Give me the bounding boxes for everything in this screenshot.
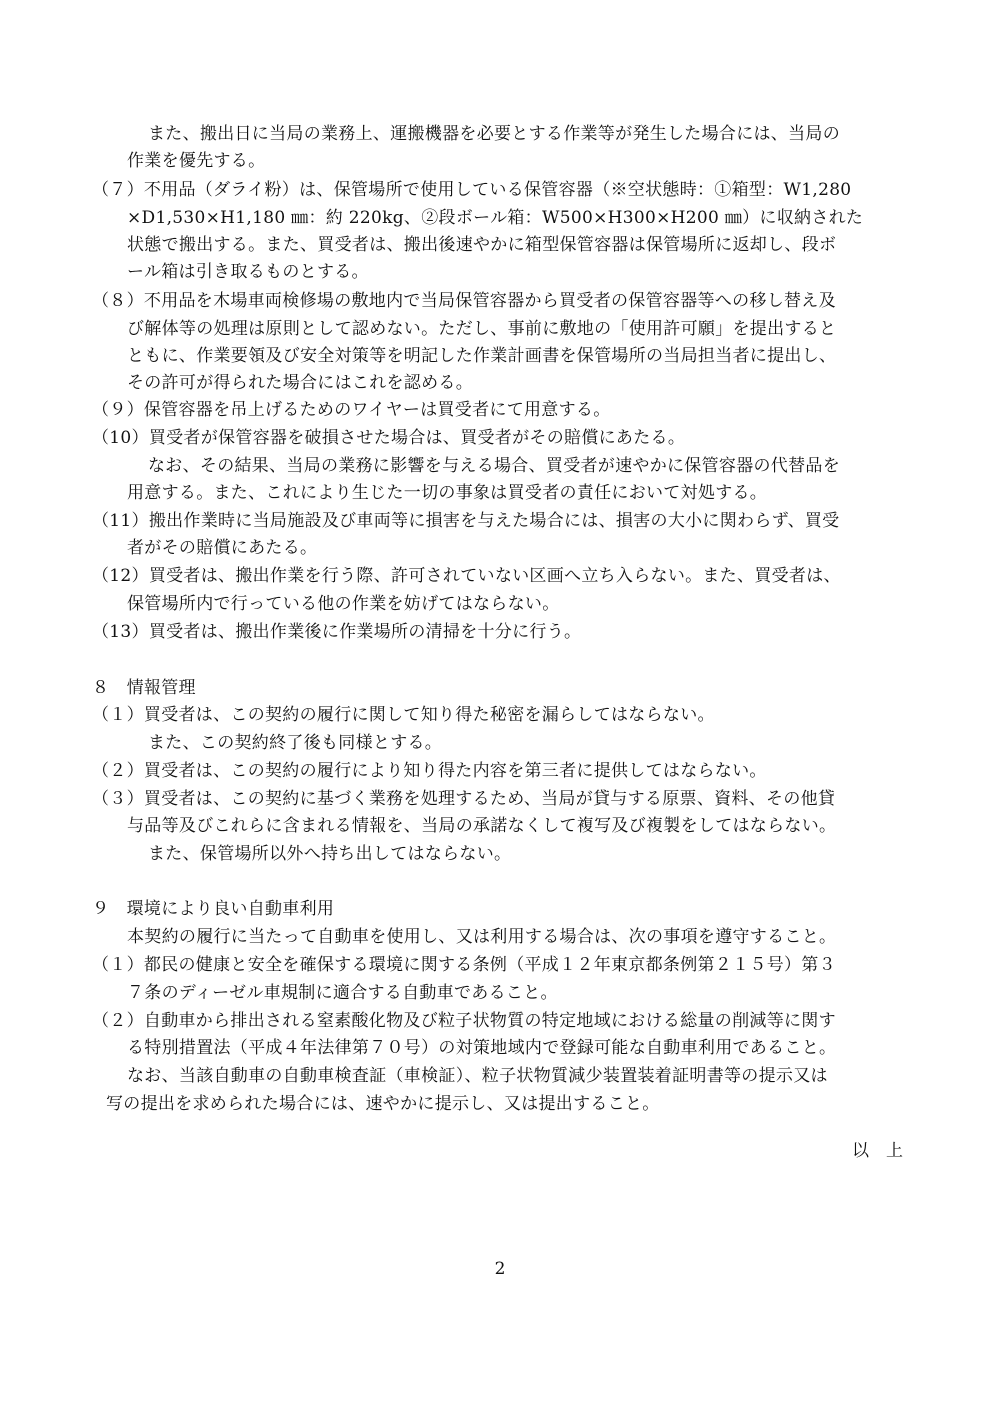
text-line: 者がその賠償にあたる。 (127, 538, 318, 558)
text-line: び解体等の処理は原則として認めない。ただし、事前に敷地の「使用許可願」を提出すると (127, 319, 837, 339)
text-line: （８）不用品を木場車両検修場の敷地内で当局保管容器から買受者の保管容器等への移し替え及 (92, 291, 836, 311)
text-line: （３）買受者は、この契約に基づく業務を処理するため、当局が貸与する原票、資料、その他貸 (92, 789, 836, 809)
text-line: 作業を優先する。 (127, 151, 266, 171)
text-line: （２）買受者は、この契約の履行により知り得た内容を第三者に提供してはならない。 (92, 761, 767, 781)
text-line: 本契約の履行に当たって自動車を使用し、又は利用する場合は、次の事項を遵守すること。 (127, 927, 837, 947)
page-number: 2 (494, 1259, 506, 1279)
closing-mark: 以 上 (852, 1141, 903, 1161)
text-line: （１）買受者は、この契約の履行に関して知り得た秘密を漏らしてはならない。 (92, 705, 715, 725)
text-line: また、搬出日に当局の業務上、運搬機器を必要とする作業等が発生した場合には、当局の (148, 124, 840, 144)
text-line: （11）搬出作業時に当局施設及び車両等に損害を与えた場合には、損害の大小に関わらず、買受 (92, 511, 840, 531)
text-line: （２）自動車から排出される窒素酸化物及び粒子状物質の特定地域における総量の削減等に関す (92, 1011, 836, 1031)
text-line: 与品等及びこれらに含まれる情報を、当局の承諾なくして複写及び複製をしてはならない。 (127, 816, 837, 836)
text-line: （13）買受者は、搬出作業後に作業場所の清掃を十分に行う。 (92, 622, 582, 642)
text-line: 用意する。また、これにより生じた一切の事象は買受者の責任において対処する。 (127, 483, 768, 503)
section-heading: ９ 環境により良い自動車利用 (92, 899, 335, 919)
text-line: 保管場所内で行っている他の作業を妨げてはならない。 (127, 594, 560, 614)
text-line: なお、当該自動車の自動車検査証（車検証）、粒子状物質減少装置装着証明書等の提示又は (127, 1066, 828, 1086)
text-line: る特別措置法（平成４年法律第７０号）の対策地域内で登録可能な自動車利用であること。 (127, 1038, 837, 1058)
text-line: また、この契約終了後も同様とする。 (148, 733, 443, 753)
section-heading: ８ 情報管理 (92, 678, 196, 698)
text-line: また、保管場所以外へ持ち出してはならない。 (148, 844, 512, 864)
text-line: （７）不用品（ダライ粉）は、保管場所で使用している保管容器（※空状態時：①箱型：W1,280 (92, 180, 852, 200)
text-line: その許可が得られた場合にはこれを認める。 (127, 373, 473, 393)
text-line: 写の提出を求められた場合には、速やかに提示し、又は提出すること。 (106, 1094, 660, 1114)
text-line: ともに、作業要領及び安全対策等を明記した作業計画書を保管場所の当局担当者に提出し、 (127, 346, 837, 366)
text-line: （１）都民の健康と安全を確保する環境に関する条例（平成１２年東京都条例第２１５号）第３ (92, 955, 836, 975)
text-line: （10）買受者が保管容器を破損させた場合は、買受者がその賠償にあたる。 (92, 428, 686, 448)
text-line: 状態で搬出する。また、買受者は、搬出後速やかに箱型保管容器は保管場所に返却し、段ボ (127, 235, 837, 255)
text-line: ール箱は引き取るものとする。 (127, 262, 369, 282)
text-line: ×D1,530×H1,180 ㎜：約 220kg、②段ボール箱：W500×H300×H200 ㎜）に収納された (127, 208, 864, 228)
text-line: （９）保管容器を吊上げるためのワイヤーは買受者にて用意する。 (92, 400, 611, 420)
text-line: ７条のディーゼル車規制に適合する自動車であること。 (127, 983, 558, 1003)
text-line: なお、その結果、当局の業務に影響を与える場合、買受者が速やかに保管容器の代替品を (148, 456, 840, 476)
text-line: （12）買受者は、搬出作業を行う際、許可されていない区画へ立ち入らない。また、買受者は、 (92, 566, 841, 586)
